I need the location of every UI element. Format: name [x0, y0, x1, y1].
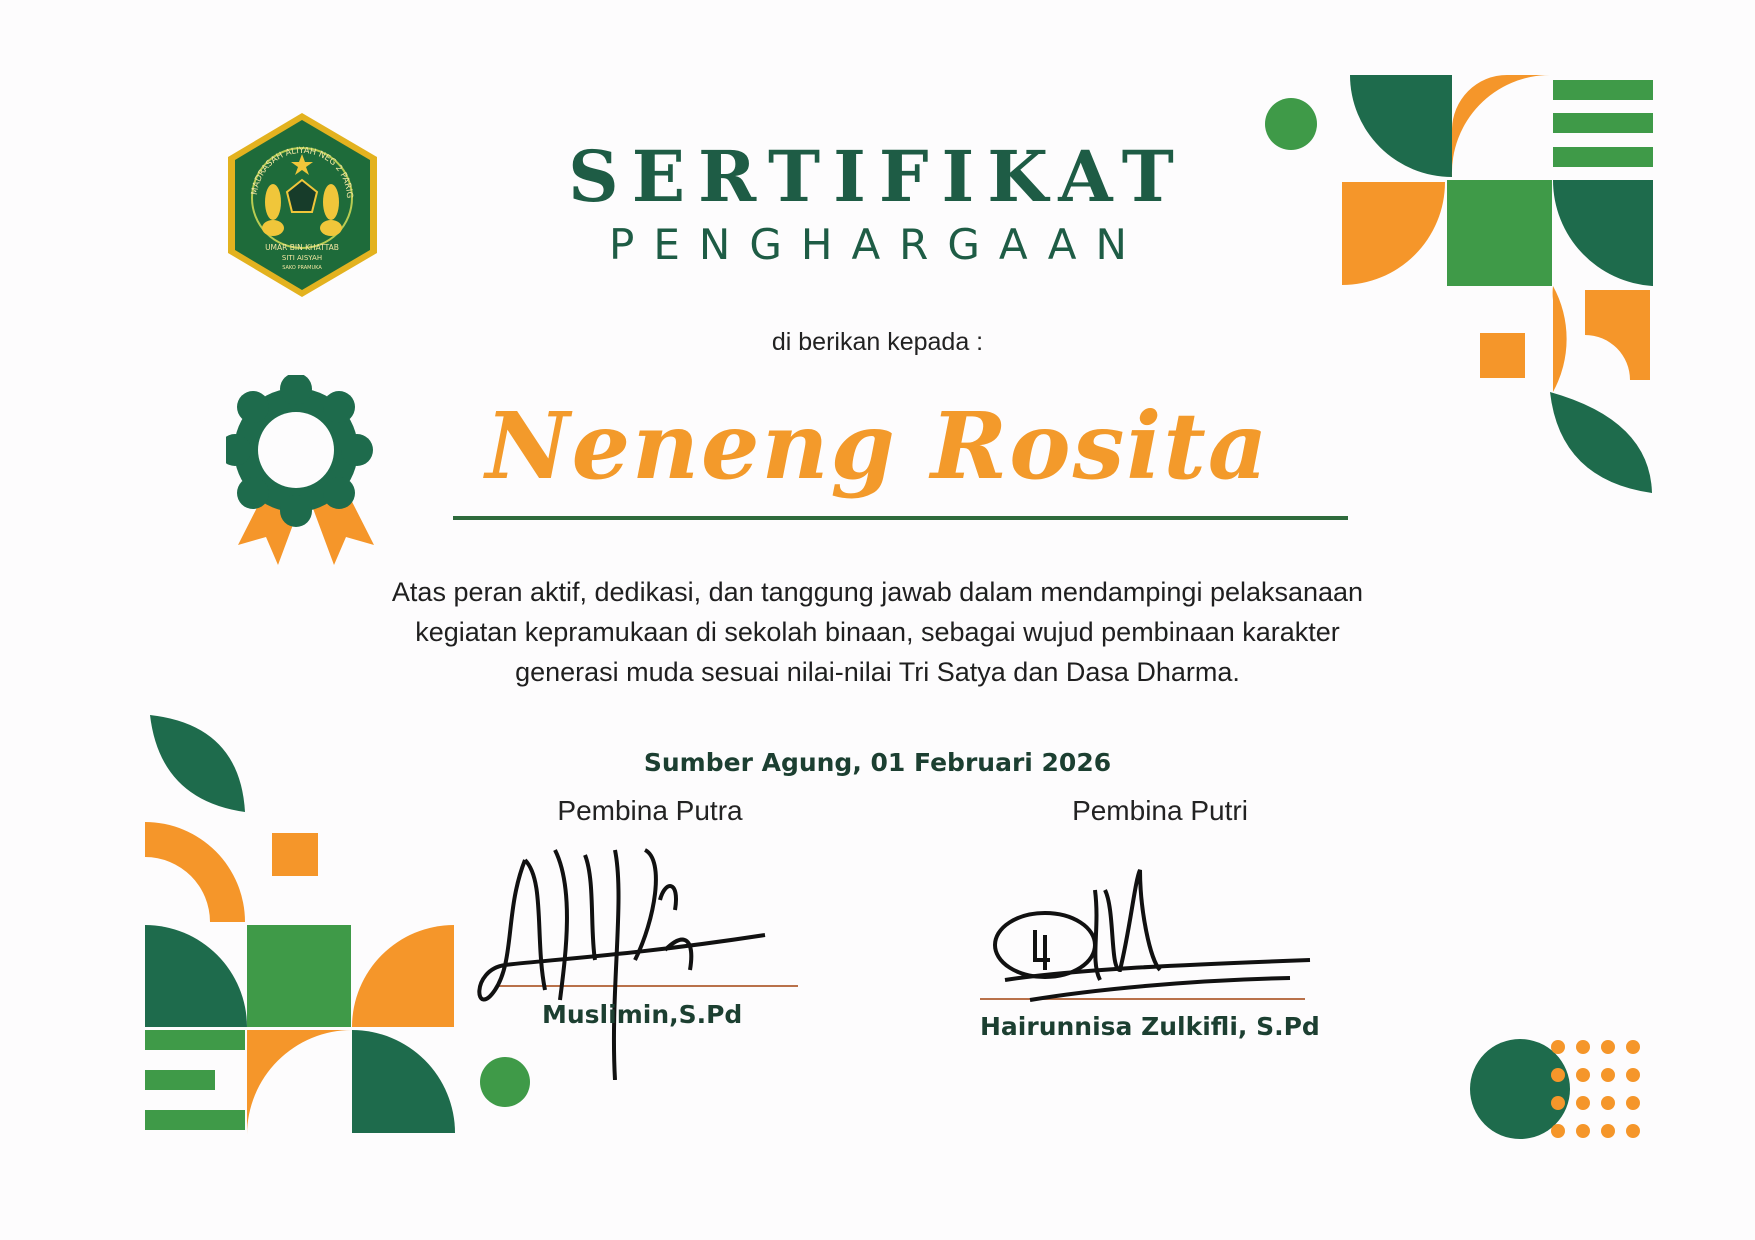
signer-name-putra: Muslimin,S.Pd: [542, 1000, 743, 1029]
logo-line-3: SAKO PRAMUKA: [282, 265, 322, 271]
recipient-name: Neneng Rosita: [485, 392, 1270, 500]
signature-muslimin: [465, 840, 785, 1080]
green-square-bottom: [247, 925, 351, 1027]
green-stripe-2: [1553, 113, 1653, 133]
role-pembina-putra: Pembina Putra: [557, 795, 743, 826]
green-stripe-b1: [145, 1030, 245, 1050]
certificate-subtitle: PENGHARGAAN: [609, 220, 1146, 269]
given-to-label: di berikan kepada :: [771, 328, 984, 356]
green-quarter-bottom-2: [352, 1030, 455, 1133]
logo-line-1: UMAR BIN KHATTAB: [265, 243, 339, 252]
logo-line-2: SITI AISYAH: [281, 254, 323, 262]
orange-quarter-bottom-2: [247, 1030, 352, 1135]
orange-small-square-bottom: [272, 833, 318, 876]
certificate-title: SERTIFIKAT: [568, 135, 1187, 218]
certificate-body-text: Atas peran aktif, dedikasi, dan tanggung jawab dalam mendampingi pelaksanaan kegiatan kepramukaan di sekolah binaan, sebagai wujud pembinaan karakter generasi muda sesuai nilai-nilai Tri Satya dan Dasa Dharma.: [391, 577, 1364, 687]
orange-arc-bottom: [145, 822, 245, 922]
signer-name-putri: Hairunnisa Zulkifli, S.Pd: [980, 1012, 1320, 1041]
place-date: Sumber Agung, 01 Februari 2026: [643, 748, 1112, 777]
logo-ring-text: MADRASAH ALIYAH NEG 2 PARIG: [250, 145, 355, 199]
orange-quarter-bottom: [352, 925, 454, 1027]
green-quarter-bottom: [145, 925, 247, 1027]
signature-hairunnisa: [990, 850, 1320, 1010]
role-pembina-putri: Pembina Putri: [1072, 795, 1248, 826]
green-stripe-b2: [145, 1070, 215, 1090]
green-stripe-1: [1553, 80, 1653, 100]
green-stripe-b3: [145, 1110, 245, 1130]
green-circle-big: [1470, 1039, 1570, 1139]
name-underline: [453, 516, 1348, 520]
